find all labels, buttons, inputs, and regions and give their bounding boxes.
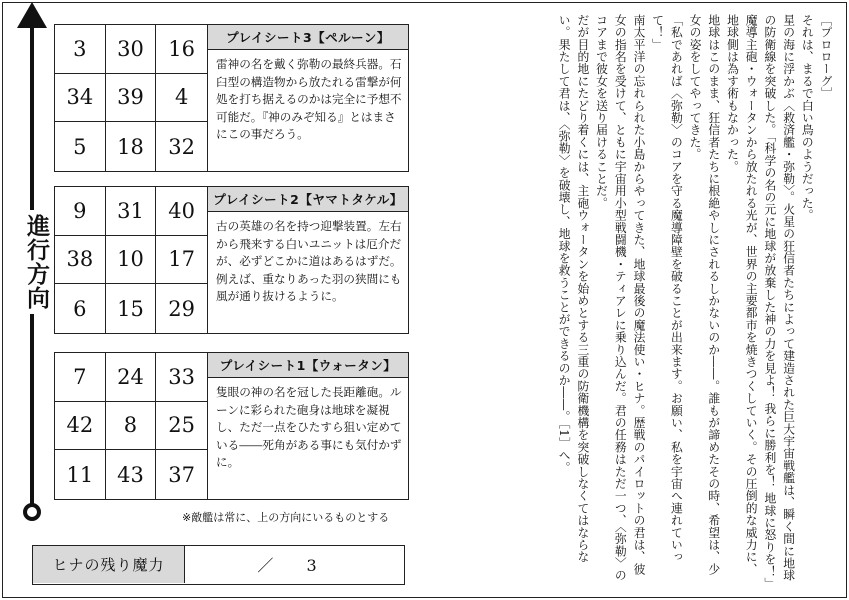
prologue-heading: ［プロローグ］ [819,14,833,100]
grid-cell[interactable]: 39 [106,74,157,123]
grid-cell[interactable]: 33 [156,353,207,402]
grid-cell[interactable]: 3 [55,25,106,74]
grid-cell[interactable]: 43 [106,450,157,499]
grid-cell[interactable]: 16 [156,25,207,74]
grid-cell[interactable]: 18 [106,122,157,171]
number-grid [55,25,208,171]
mana-label: ヒナの残り魔力 [33,546,185,583]
grid-cell[interactable]: 30 [106,25,157,74]
progress-direction-label: 進行方向 [16,210,48,314]
play-sheet-1 [54,352,409,500]
sheet-description: 隻眼の神の名を冠した長距離砲。ルーンに彩られた砲身は地球を凝視し、ただ一点をひたすら狙い定めている――死角がある事にも気付かずに。 [216,385,402,469]
grid-cell[interactable]: 10 [106,236,157,285]
prologue-paragraph: だが目的地にたどり着くには、主砲ウォータンを始めとする三重の防衛機構を突破しなくてはならない。果たして君は、〈弥勒〉を破壊し、地球を救うことができるのか――。［1］へ。 [557,14,590,563]
sheet-title: プレイシート1【ウォータン】 [208,353,408,378]
grid-cell[interactable]: 42 [55,402,106,451]
grid-cell[interactable]: 11 [55,450,106,499]
grid-cell[interactable]: 6 [55,284,106,333]
number-grid [55,187,208,333]
play-sheet-2 [54,186,409,334]
sheet-description: 雷神の名を戴く弥勒の最終兵器。石臼型の構造物から放たれる雷撃が何処を打ち据えるのかは完全に予想不可能だ。『神のみぞ知る』とはまさにこの事だろう。 [216,57,402,141]
prologue-paragraph: 地球はこのまま、狂信者たちに根絶やしにされるしかないのか――。誰もが諦めたその時、希望は、少女の姿をしてやってきた。 [688,14,721,576]
mana-value-field[interactable]: ／ 3 [257,556,331,575]
grid-cell[interactable]: 4 [156,74,207,123]
grid-cell[interactable]: 15 [106,284,157,333]
mana-counter [32,545,405,585]
prologue-paragraph: 南太平洋の忘れられた小島からやってきた、地球最後の魔法使い・ヒナ。歴戦のパイロットの君は、彼女の指名を受けて、ともに宇宙用小型戦闘機・ティアレに乗り込んだ。君の任務はただ一つ、〈弥勒〉のコアまで彼女を送り届けることだ。 [594,14,646,582]
grid-cell[interactable]: 32 [168,134,196,159]
grid-cell[interactable]: 40 [156,187,207,236]
sheet-title: プレイシート3【ペルーン】 [208,25,408,50]
grid-cell[interactable]: 8 [106,402,157,451]
sheet-title: プレイシート2【ヤマトタケル】 [208,187,408,212]
grid-cell[interactable]: 38 [55,236,106,285]
sheet-description: 古の英雄の名を持つ迎撃装置。左右から飛来する白いユニットは厄介だが、必ずどこかに道はあるはずだ。例えば、重なりあった羽の狭間にも風が通り抜けるように。 [216,219,402,303]
enemy-direction-note: ※敵艦は常に、上の方向にいるものとする [182,511,390,524]
prologue-paragraph: 「私であれば〈弥勒〉のコアを守る魔導障壁を破ることが出来ます。お願い、私を宇宙へ連れていって！」 [650,14,684,563]
number-grid [55,353,208,499]
grid-cell[interactable]: 25 [156,402,207,451]
grid-cell[interactable]: 29 [168,296,196,321]
arrow-tail-circle-icon [23,503,41,521]
grid-cell[interactable]: 5 [55,122,106,171]
play-sheet-3 [54,24,409,172]
prologue-paragraph: 星の海に浮かぶ〈救済艦・弥勒〉。火星の狂信者たちによって建造された巨大宇宙戦艦は、瞬く間に地球の防衛線を突破した。「科学の名の元に地球が放棄した神の力を見よ！ 我らに勝利を！ 地球に怒りを！」魔導主砲・ウォータンから放たれる光が、世界の主要都市を焼きつくしていく。その圧倒的な威力に、地球側は為す術もなかった。 [725,14,796,584]
grid-cell[interactable]: 9 [55,187,106,236]
grid-cell[interactable]: 37 [168,462,196,487]
grid-cell[interactable]: 24 [106,353,157,402]
prologue-paragraph: それは、まるで白い鳥のようだった。 [800,14,815,222]
prologue-text [500,14,835,586]
grid-cell[interactable]: 31 [106,187,157,236]
grid-cell[interactable]: 17 [156,236,207,285]
grid-cell[interactable]: 7 [55,353,106,402]
grid-cell[interactable]: 34 [55,74,106,123]
